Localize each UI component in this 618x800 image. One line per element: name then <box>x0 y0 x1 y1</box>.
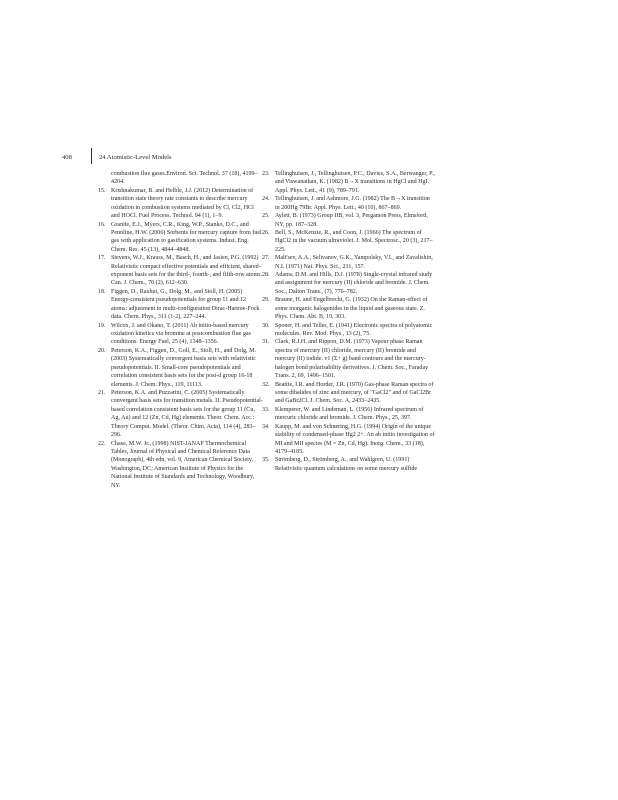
left-reference-column <box>98 170 263 490</box>
header-divider <box>91 148 92 164</box>
reference-item: 30. Sponer, H. and Teller, E. (1941) Electronic spectra of polyatomic molecules. Rev. Mod. Phys., 13 (2), 75. <box>262 322 433 338</box>
reference-item: 19. Wilcox, J. and Okano, T. (2011) Ab initio-based mercury oxidation kinetics via bromine at postcombustion flue gas conditions. Energy Fuel, 25 (4), 1348–1356. <box>98 322 251 346</box>
reference-item: 33. Klemperer, W. and Lindeman, L. (1956) Infrared spectrum of mercuric chloride and bromide. J. Chem. Phys., 25, 397. <box>262 406 424 422</box>
reference-item: 29. Braune, H. and Engelbrecht, G. (1932) On the Raman-effect of some inorganic halogenides in the liquid and gaseous state. Z. Phys. Chem. Abt. B, 19, 303. <box>262 297 428 321</box>
page-number: 408 <box>62 154 72 161</box>
reference-item: 20. Peterson, K.A., Figgen, D., Goll, E., Stoll, H., and Dolg, M. (2003) Systematically convergent basis sets with relativistic pseudopotentials. II. Small-core pseudopotentials and correlation consistent basis sets for the post-d group 16-18 elements. J. Chem. Phys., 119, 11113. <box>98 347 256 388</box>
reference-item: 25. Aylett, B. (1973) Group IIB, vol. 3, Pergamon Press, Elmsford, NY, pp. 187–328. <box>262 213 428 228</box>
reference-item: 17. Stevens, W.J., Krauss, M., Basch, H., and Jasien, P.G. (1992) Relativistic compact effective potentials and efficient, shared-exponent basis sets for the third-, fourth-, and fifth-row atoms. Can. J. Chem., 70 (2), 612–630. <box>98 255 263 287</box>
reference-item: 35. Strömberg, D., Strömberg, A., and Wahlgren, U. (1991) Relativistic quantum calculations on some mercury sulfide <box>262 457 418 472</box>
reference-item: 16. Granite, E.J., Myers, C.R., King, W.P., Stanko, D.C., and Pennline, H.W. (2006) Sorbents for mercury capture from fuel gas with application to gasification systems. Indust. Eng. Chem. Res. 45 (13), 4844–4848. <box>98 221 262 253</box>
reference-item: 21. Peterson, K.A. and Puzzarini, C. (2005) Systematically convergent basis sets for transition metals. II. Pseudopotential-based correlation consistent basis sets for the group 11 (Cu, Ag, Au) and 12 (Zn, Cd, Hg) elements. Theor. Chem. Acc.: Theory Comput. Model. (Theor. Chim. Acta), 114 (4), 283–296. <box>98 389 263 439</box>
reference-item: combustion flue gases.Environ. Sci. Technol. 37 (18), 4199–4204. <box>111 171 258 186</box>
reference-item: 27. Malt'sev, A.A., Selivanov, G.K., Yampolsky, V.I., and Zavalishin, N.I. (1971) Nat. Phys. Sci., 231, 157. <box>262 255 433 270</box>
reference-item: 32. Beattie, I.R. and Horder, J.R. (1970) Gas-phase Raman spectra of some dihalides of zinc and mercury, of "GaCl2" and of GaCl2Br and GaBr2Cl. J. Chem. Soc. A, 2433–2435. <box>262 381 434 405</box>
reference-item: 28. Adams, D.M. and Hills, D.J. (1978) Single-crystal infrared study and assignment for mercury (II) chloride and bromide. J. Chem. Soc., Dalton Trans., (7), 776–782. <box>262 272 433 295</box>
reference-item: 31. Clark, R.J.H. and Rippon, D.M. (1973) Vapour phase Raman spectra of mercury (II) chloride, mercury (II) bromide and mercury (II) iodide. v1 (Σ+ g) band contours and the mercury-halogen bond polarisability derivatives. J. Chem. Soc., Faraday Trans. 2, 69, 1496–1501. <box>262 339 429 380</box>
reference-item: 15. Krishnakumar, B. and Helble, J.J. (2012) Determination of transition state theory rate constants to describe mercury oxidation in combustion systems mediated by Cl, Cl2, HCl and HOCl. Fuel Process. Technol. 94 (1), 1–9. <box>98 187 254 220</box>
reference-item: 22. Chase, M.W. Jr., (1998) NIST-JANAF Thermochemical Tables, Journal of Physical and Chemical Reference Data (Monograph), 4th edn, vol. 9, American Chemical Society, Washington, DC; American Institute of Physics for the National Institute of Standards and Technology, Woodbury, NY. <box>98 440 255 489</box>
reference-item: 24. Tellinghuisen, J. and Ashmore, J.G. (1982) The B→X transition in 200Hg 79Br. Appl. Phys. Lett., 40 (10), 867–869. <box>262 196 430 211</box>
reference-item: 18. Figgen, D., Rauhut, G., Dolg, M., and Stoll, H. (2005) Energy-consistent pseudopotentials for group 11 and 12 atoms: adjustment to multi-configuration Dirac-Hartree-Fock data. Chem. Phys., 311 (1-2), 227–244. <box>98 288 260 321</box>
reference-item: 34. Kaupp, M. and von Schnering, H.G. (1994) Origin of the unique stability of condensed-phase Hg2 2+. An ab initio investigation of MI and MII species (M = Zn, Cd, Hg). Inorg. Chem., 33 (18), 4179–4185. <box>262 423 435 455</box>
right-reference-column <box>262 170 435 473</box>
chapter-title: 24 Atomistic-Level Models <box>99 154 172 161</box>
reference-item: 26. Bell, S., McKenzie, R., and Coon, J. (1966) The spectrum of HgCl2 in the vacuum ultraviolet. J. Mol. Spectrosc., 20 (3), 217–225. <box>262 229 433 253</box>
reference-item: 23. Tellinghuisen, J., Tellinghuisen, P.C., Davies, S.A., Berwanger, P., and Viswanathan, K. (1982) B→X transitions in HgCl and HgI. Appl. Phys. Lett., 41 (9), 789–791. <box>262 171 435 194</box>
